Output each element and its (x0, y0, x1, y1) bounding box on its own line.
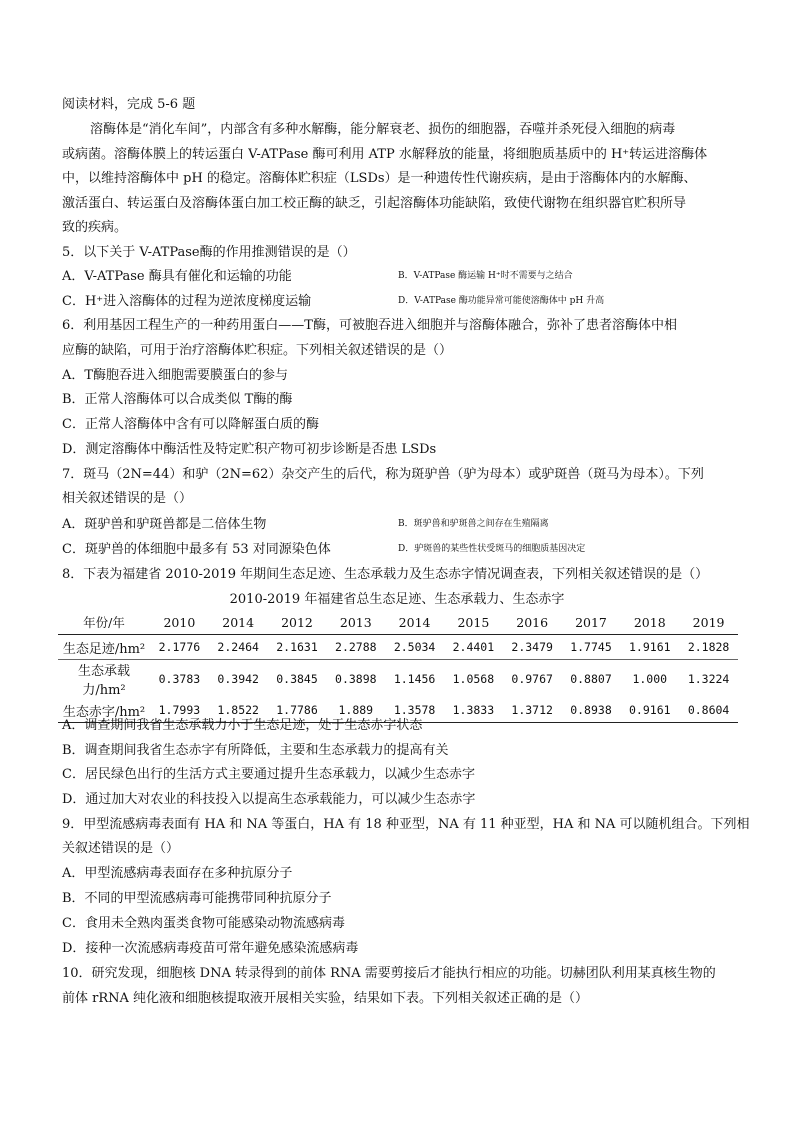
q5-stem: 5．以下关于 V-ATPase酶的作用推测错误的是（） (62, 245, 356, 260)
year-cell: 2014 (222, 614, 255, 630)
q6-option-c: C．正常人溶酶体中含有可以降解蛋白质的酶 (62, 417, 319, 432)
q6-option-d: D．测定溶酶体中酶活性及特定贮积产物可初步诊断是否患 LSDs (62, 442, 437, 457)
year-cell: 2014 (398, 614, 431, 630)
passage-line-4: 激活蛋白、转运蛋白及溶酶体蛋白加工校正酶的缺乏，引起溶酶体功能缺陷，致使代谢物在组织器官贮积所导 (62, 196, 687, 211)
table-cell: 2.2464 (217, 640, 259, 654)
q6-option-a: A．T酶胞吞进入细胞需要膜蛋白的参与 (62, 368, 289, 383)
q9-option-a: A．甲型流感病毒表面存在多种抗原分子 (62, 866, 293, 881)
passage-line-2: 或病菌。溶酶体膜上的转运蛋白 V-ATPase 酶可利用 ATP 水解释放的能量，将细胞质基质中的 H⁺转运进溶酶体 (62, 147, 708, 162)
row-label: 生态承载力/hm² (77, 664, 130, 698)
table-cell: 0.3845 (276, 672, 318, 686)
q9-option-c: C．食用未全熟肉蛋类食物可能感染动物流感病毒 (62, 916, 345, 931)
q9-option-b: B．不同的甲型流感病毒可能携带同种抗原分子 (62, 891, 332, 906)
table-title: 2010-2019 年福建省总生态足迹、生态承载力、生态赤字 (229, 592, 565, 607)
q7-option-c: C．斑驴兽的体细胞中最多有 53 对同源染色体 (62, 542, 331, 557)
q5-option-c: C．H⁺进入溶酶体的过程为逆浓度梯度运输 (62, 294, 312, 309)
table-cell: 1.3224 (687, 672, 730, 686)
q8-option-b: B．调查期间我省生态赤字有所降低，主要和生态承载力的提高有关 (62, 743, 449, 758)
table-cell: 0.9161 (629, 703, 671, 717)
table-cell: 1.9161 (629, 640, 671, 654)
year-cell: 2012 (281, 614, 313, 630)
ecology-table (58, 610, 738, 723)
passage-line-1: 溶酶体是“消化车间”，内部含有多种水解酶，能分解衰老、损伤的细胞器，吞噬并杀死侵入细胞的病毒 (90, 122, 676, 137)
year-cell: 2017 (575, 614, 607, 630)
table-cell: 0.9767 (511, 672, 553, 686)
year-cell: 2016 (516, 614, 549, 630)
q6-option-b: B．正常人溶酶体可以合成类似 T酶的酶 (62, 392, 293, 407)
q6-stem-line-1: 6．利用基因工程生产的一种药用蛋白——T酶，可被胞吞进入细胞并与溶酶体融合，弥补了患者溶酶体中相 (62, 318, 677, 333)
table-cell: 1.8522 (217, 703, 259, 717)
year-cell: 2013 (339, 614, 372, 630)
q10-stem-line-2: 前体 rRNA 纯化液和细胞核提取液开展相关实验，结果如下表。下列相关叙述正确的是（） (62, 991, 589, 1006)
q5-option-b: B．V-ATPase 酶运输 H⁺时不需要与之结合 (398, 271, 573, 281)
table-cell: 1.7745 (570, 640, 612, 654)
q8-option-d: D．通过加大对农业的科技投入以提高生态承载能力，可以减少生态赤字 (62, 792, 476, 807)
table-cell: 2.1631 (276, 640, 318, 654)
table-cell: 0.8807 (570, 672, 612, 686)
q7-option-b: B．斑驴兽和驴斑兽之间存在生殖隔离 (398, 519, 549, 529)
table-cell: 0.3942 (217, 672, 259, 686)
table-cell: 1.0568 (452, 672, 495, 686)
table-header-label: 年份/年 (83, 615, 125, 630)
q7-option-a: A．斑驴兽和驴斑兽都是二倍体生物 (62, 517, 267, 532)
table-cell: 0.3783 (158, 672, 201, 686)
passage-line-3: 中，以维持溶酶体中 pH 的稳定。溶酶体贮积症（LSDs）是一种遗传性代谢疾病，是由于溶酶体内的水解酶、 (62, 171, 697, 186)
passage-heading: 阅读材料，完成 5-6 题 (62, 97, 196, 112)
q8-stem: 8．下表为福建省 2010-2019 年期间生态足迹、生态承载力及生态赤字情况调查表，下列相关叙述错误的是（） (62, 567, 709, 582)
table-header-row (58, 610, 738, 635)
q7-stem-line-1: 7．斑马（2N=44）和驴（2N=62）杂交产生的后代，称为斑驴兽（驴为母本）或驴斑兽（斑马为母本）。下列 (62, 467, 704, 482)
table-cell: 1.3578 (393, 703, 436, 717)
q9-stem-line-2: 关叙述错误的是（） (62, 841, 180, 856)
q8-option-a: A．调查期间我省生态承载力小于生态足迹，处于生态赤字状态 (62, 718, 423, 733)
table-cell: 2.2788 (335, 640, 377, 654)
table-cell: 0.8604 (687, 703, 730, 717)
table-cell: 2.3479 (511, 640, 553, 654)
q10-stem-line-1: 10．研究发现，细胞核 DNA 转录得到的前体 RNA 需要剪接后才能执行相应的功能。切赫团队利用某真核生物的 (62, 966, 716, 981)
q7-stem-line-2: 相关叙述错误的是（） (62, 491, 193, 506)
table-cell: 1.889 (338, 703, 374, 717)
row-label: 生态足迹/hm² (62, 641, 146, 657)
q9-stem-line-1: 9．甲型流感病毒表面有 HA 和 NA 等蛋白，HA 有 18 种亚型，NA 有 11 种亚型，HA 和 NA 可以随机组合。下列相 (62, 817, 750, 832)
table-cell: 2.1828 (687, 640, 730, 654)
row-label: 生态赤字/hm² (62, 704, 146, 720)
table-cell: 1.1456 (393, 672, 436, 686)
table-cell: 0.8938 (570, 703, 612, 717)
table-cell: 1.7993 (158, 703, 201, 717)
table-row-footprint (58, 635, 738, 660)
year-cell: 2010 (163, 614, 196, 630)
year-cell: 2015 (457, 614, 490, 630)
passage-line-5: 致的疾病。 (62, 220, 128, 235)
year-cell: 2018 (633, 614, 666, 630)
table-cell: 1.000 (632, 672, 668, 686)
table-cell: 1.3833 (452, 703, 495, 717)
table-cell: 1.7786 (276, 703, 318, 717)
q7-option-d: D．驴斑兽的某些性状受斑马的细胞质基因决定 (398, 544, 586, 554)
table-cell: 1.3712 (511, 703, 553, 717)
q8-option-c: C．居民绿色出行的生活方式主要通过提升生态承载力，以减少生态赤字 (62, 767, 475, 782)
table-cell: 2.4401 (452, 640, 495, 654)
table-cell: 2.5034 (393, 640, 436, 654)
table-cell: 2.1776 (158, 640, 201, 654)
q5-option-d: D．V-ATPase 酶功能异常可能使溶酶体中 pH 升高 (398, 296, 605, 306)
q6-stem-line-2: 应酶的缺陷，可用于治疗溶酶体贮积症。下列相关叙述错误的是（） (62, 343, 453, 358)
table-cell: 0.3898 (335, 672, 377, 686)
q9-option-d: D．接种一次流感病毒疫苗可常年避免感染流感病毒 (62, 941, 359, 956)
year-cell: 2019 (692, 614, 725, 630)
q5-option-a: A．V-ATPase 酶具有催化和运输的功能 (62, 269, 292, 284)
table-row-capacity (58, 660, 738, 699)
